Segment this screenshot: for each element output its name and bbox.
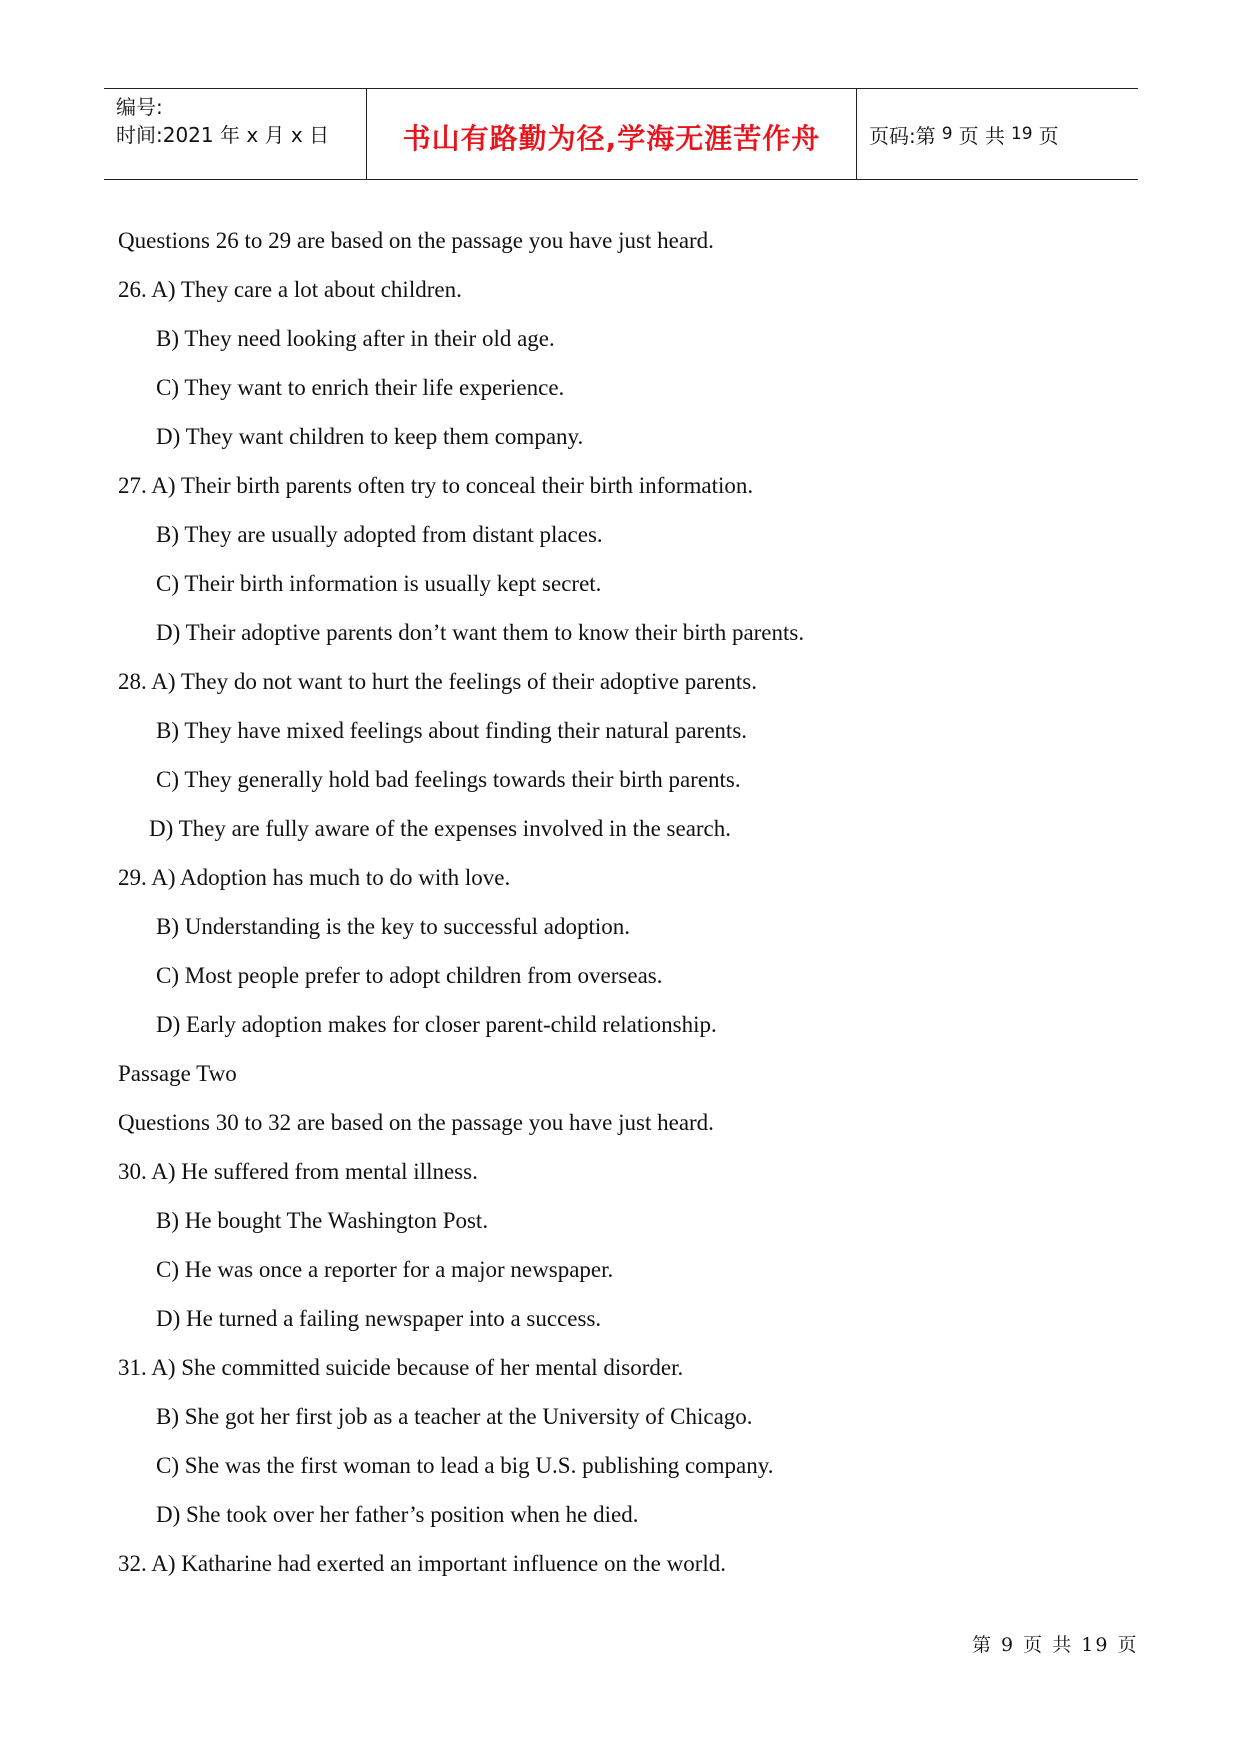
answer-option: C) They generally hold bad feelings towards their birth parents. xyxy=(156,767,741,792)
page-suffix: 页 xyxy=(1038,123,1059,148)
time-label: 时间:2021 年 x 月 x 日 xyxy=(116,123,330,147)
header-meta-cell xyxy=(104,89,367,179)
page-current: 9 xyxy=(941,124,953,144)
answer-option: D) Early adoption makes for closer parent-child relationship. xyxy=(156,1012,717,1037)
answer-option: B) They need looking after in their old age. xyxy=(156,326,555,351)
page-total: 19 xyxy=(1010,124,1033,144)
answer-option: D) They want children to keep them company. xyxy=(156,424,584,449)
question-item: 27. A) Their birth parents often try to conceal their birth information. xyxy=(118,473,754,498)
answer-option: B) He bought The Washington Post. xyxy=(156,1208,489,1233)
page-header xyxy=(104,88,1138,180)
answer-option: C) He was once a reporter for a major newspaper. xyxy=(156,1257,614,1282)
answer-option: C) Most people prefer to adopt children from overseas. xyxy=(156,963,663,988)
answer-option: D) She took over her father’s position when he died. xyxy=(156,1502,639,1527)
question-item: 30. A) He suffered from mental illness. xyxy=(118,1159,478,1184)
question-item: 28. A) They do not want to hurt the feelings of their adoptive parents. xyxy=(118,669,757,694)
answer-option: D) Their adoptive parents don’t want them to know their birth parents. xyxy=(156,620,805,645)
answer-option: C) They want to enrich their life experience. xyxy=(156,375,565,400)
answer-option: B) They have mixed feelings about finding their natural parents. xyxy=(156,718,748,743)
instruction-line: Questions 26 to 29 are based on the passage you have just heard. xyxy=(118,228,714,253)
answer-option: C) Their birth information is usually kept secret. xyxy=(156,571,602,596)
header-page-cell xyxy=(857,89,1138,179)
question-item: 31. A) She committed suicide because of her mental disorder. xyxy=(118,1355,684,1380)
page-prefix: 页码:第 xyxy=(869,123,936,148)
instruction-line: Passage Two xyxy=(118,1061,237,1086)
answer-option: B) They are usually adopted from distant places. xyxy=(156,522,603,547)
instruction-line: Questions 30 to 32 are based on the passage you have just heard. xyxy=(118,1110,714,1135)
header-motto-cell xyxy=(367,89,857,179)
question-item: 32. A) Katharine had exerted an important influence on the world. xyxy=(118,1551,727,1576)
serial-label: 编号: xyxy=(116,95,163,119)
document-body xyxy=(118,216,1118,1588)
answer-option: B) Understanding is the key to successful adoption. xyxy=(156,914,630,939)
question-item: 29. A) Adoption has much to do with love. xyxy=(118,865,511,890)
question-item: 26. A) They care a lot about children. xyxy=(118,277,462,302)
answer-option: C) She was the first woman to lead a big U.S. publishing company. xyxy=(156,1453,774,1478)
page-footer: 第 9 页 共 19 页 xyxy=(972,1634,1139,1656)
answer-option: D) He turned a failing newspaper into a success. xyxy=(156,1306,602,1331)
motto-text: 书山有路勤为径,学海无涯苦作舟 xyxy=(402,122,821,155)
answer-option: D) They are fully aware of the expenses involved in the search. xyxy=(149,816,732,841)
answer-option: B) She got her first job as a teacher at the University of Chicago. xyxy=(156,1404,753,1429)
page-mid: 页 共 xyxy=(958,123,1005,148)
